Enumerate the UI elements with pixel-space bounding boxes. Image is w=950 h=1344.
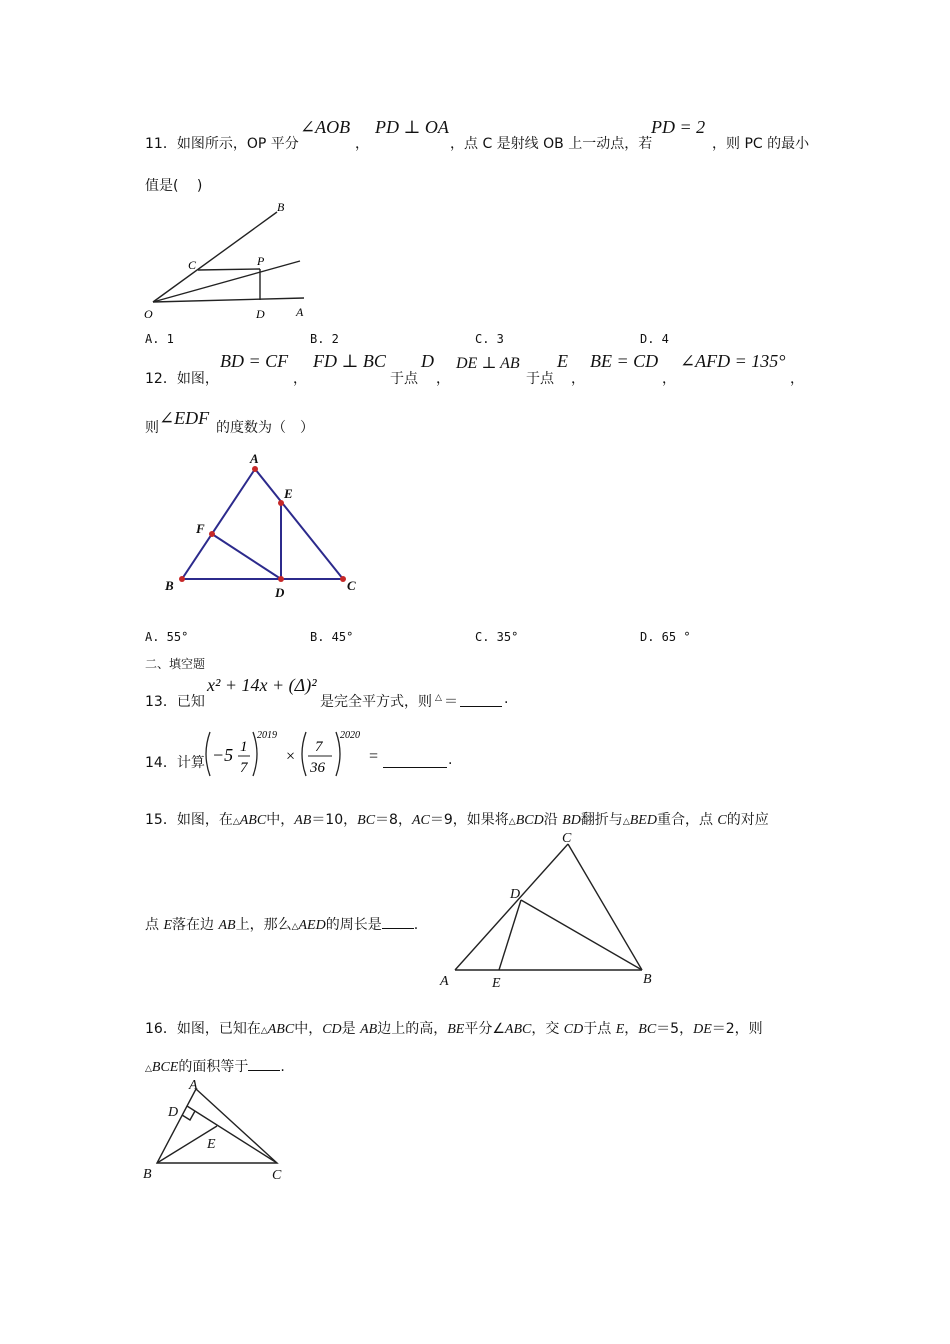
label-a: A [440, 974, 449, 989]
q14-prefix: 14．计算 [145, 755, 205, 771]
label-e: E [284, 486, 293, 501]
q16-seg: BCE [151, 1060, 179, 1075]
q13-prefix: 13．已知 [145, 694, 205, 710]
segment-cp [198, 269, 260, 270]
q11-option-d[interactable]: D. 4 [640, 332, 669, 346]
q15-end: . [413, 917, 419, 933]
q15-seg: 沿 [543, 812, 563, 828]
q14-exp2: 2020 [340, 730, 360, 741]
q11-line2: 值是( ) [145, 178, 203, 194]
q11-suffix: ，则 PC 的最小 [712, 136, 810, 152]
label-d: D [510, 887, 521, 902]
q16-seg: 于点 [583, 1021, 616, 1037]
q15-line2 [145, 914, 418, 934]
q15-seg: △ [508, 817, 516, 827]
label-b: B [165, 578, 174, 593]
q11-math-pd-perp-oa: PD ⊥ OA [375, 117, 449, 137]
q12-yu1: 于点 [390, 371, 418, 387]
segment-cb [568, 844, 642, 970]
q14-end: . [448, 752, 453, 768]
triangle-abc [182, 469, 343, 579]
q16-seg: E [615, 1022, 625, 1037]
q11-option-a[interactable]: A. 1 [145, 332, 174, 346]
q15-seg: 落在边 [172, 917, 219, 933]
q15-seg: ＝9，如果将 [429, 812, 509, 828]
q15-figure [435, 828, 665, 993]
q16-seg: 边上的高， [377, 1021, 448, 1037]
paren-left-1 [206, 732, 210, 776]
q15-seg: BCD [515, 813, 544, 828]
q16-seg: ，交 [531, 1021, 564, 1037]
q15-seg: AB [294, 813, 312, 828]
q15-seg: △ [232, 817, 240, 827]
q12-option-d[interactable]: D. 65 ° [640, 630, 691, 644]
q16-seg: ABC [267, 1022, 295, 1037]
q16-seg: ＝2，则 [711, 1021, 763, 1037]
q15-seg: 的周长是 [325, 917, 382, 933]
q12-line2-suffix: 的度数为（ ） [216, 420, 314, 436]
q14-num2: 7 [315, 739, 323, 755]
label-p: P [257, 254, 265, 268]
q13-suffix: 是完全平方式，则 [320, 694, 432, 710]
q16-line1 [145, 1018, 763, 1038]
q12-sep2: ， [436, 371, 450, 387]
q15-seg: 中， [266, 812, 295, 828]
label-e: E [207, 1137, 216, 1152]
q11-math-pd-eq-2: PD = 2 [651, 117, 706, 137]
q15-seg: 点 [145, 917, 164, 933]
segment-db [521, 900, 642, 970]
q15-line1 [145, 809, 769, 829]
q16-seg: CD [322, 1022, 342, 1037]
label-b: B [143, 1167, 152, 1182]
q11-prefix: 11．如图所示，OP 平分 [145, 136, 299, 152]
segment-cd [187, 1106, 277, 1163]
segment-fd [212, 534, 281, 579]
q16-seg: DE [693, 1022, 712, 1037]
q16-line2 [145, 1056, 285, 1076]
q12-math-bd-eq-cf: BD = CF [220, 351, 289, 371]
q12-prefix: 12．如图， [145, 371, 219, 387]
q14-expression [200, 724, 379, 784]
q15-seg: AED [298, 918, 326, 933]
q14-times: × [285, 748, 296, 765]
label-f: F [196, 521, 205, 536]
q15-answer-blank[interactable] [382, 916, 414, 929]
q15-seg: ABC [239, 813, 267, 828]
q11-figure [140, 198, 320, 326]
label-a: A [296, 305, 304, 319]
q12-sep5: ， [790, 371, 804, 387]
q15-seg: △ [291, 922, 299, 932]
q15-seg: △ [622, 817, 630, 827]
q15-seg: C [717, 813, 727, 828]
q15-seg: 重合，点 [656, 812, 718, 828]
q11-option-c[interactable]: C. 3 [475, 332, 504, 346]
q15-seg: BC [357, 813, 376, 828]
q16-seg: ABC [504, 1022, 532, 1037]
q11-math-angle-aob: ∠AOB [300, 117, 351, 137]
q16-seg: ＝5， [656, 1021, 694, 1037]
q15-seg: AC [411, 813, 430, 828]
label-a: A [250, 451, 259, 466]
point-f [209, 531, 215, 537]
q16-end: . [280, 1059, 285, 1075]
segment-ac [455, 844, 568, 970]
label-a: A [189, 1078, 198, 1093]
q12-math-e: E [557, 351, 568, 371]
ray-op [153, 261, 300, 302]
q15-seg: 翻折与 [580, 812, 623, 828]
q12-math-angle-edf: ∠EDF [159, 408, 210, 428]
q12-sep1: ， [293, 371, 307, 387]
q13-eq: ＝ [444, 694, 458, 710]
q11-sep: ， [355, 136, 369, 152]
q15-seg: 15．如图，在 [145, 812, 233, 828]
q16-seg: 中， [294, 1021, 323, 1037]
point-d [278, 576, 284, 582]
point-b [179, 576, 185, 582]
q16-answer-blank[interactable] [248, 1058, 280, 1071]
q12-figure [160, 445, 370, 605]
q12-math-angle-afd: ∠AFD = 135° [680, 351, 786, 371]
q15-seg: 上，那么 [235, 917, 292, 933]
paren-left-2 [302, 732, 306, 776]
q16-seg: BC [638, 1022, 657, 1037]
q16-seg: BE [447, 1022, 465, 1037]
q16-seg: 的面积等于 [178, 1059, 249, 1075]
q15-seg: BED [629, 813, 657, 828]
label-c: C [272, 1168, 282, 1183]
q15-seg: ＝10， [311, 812, 358, 828]
label-o: O [144, 307, 153, 321]
q16-seg: △ [145, 1064, 152, 1074]
q13-triangle: △ [435, 693, 442, 703]
q14-int: −5 [212, 745, 234, 765]
q16-seg: △ [260, 1026, 268, 1036]
q12-yu2: 于点 [526, 371, 554, 387]
q15-seg: 的对应 [726, 812, 769, 828]
q12-line2-prefix: 则 [145, 420, 159, 436]
label-c: C [347, 578, 356, 593]
q16-seg: CD [563, 1022, 584, 1037]
q16-seg: 是 [341, 1021, 361, 1037]
q15-seg: BD [562, 813, 581, 828]
segment-de [499, 900, 521, 970]
q16-seg: 16．如图，已知在 [145, 1021, 261, 1037]
q12-option-b[interactable]: B. 45° [310, 630, 354, 644]
q14-num1: 1 [240, 739, 248, 755]
q14-answer-blank[interactable] [383, 755, 447, 768]
q13-answer-blank[interactable] [460, 694, 502, 707]
q16-seg: 平分∠ [464, 1021, 505, 1037]
q11-mid: ，点 C 是射线 OB 上一动点，若 [450, 136, 653, 152]
q14-den2: 36 [310, 760, 325, 776]
label-c: C [188, 258, 197, 272]
label-e: E [492, 976, 501, 991]
point-c [340, 576, 346, 582]
q12-option-c[interactable]: C. 35° [475, 630, 519, 644]
label-d: D [275, 585, 285, 600]
q12-math-de-perp-ab: DE ⊥ AB [456, 355, 520, 372]
q14-den1: 7 [240, 760, 248, 776]
label-d: D [256, 307, 265, 321]
q11-option-b[interactable]: B. 2 [310, 332, 339, 346]
q14-exp1: 2019 [257, 730, 277, 741]
q12-math-be-eq-cd: BE = CD [590, 351, 659, 371]
point-a [252, 466, 258, 472]
q13-math-expression: x² + 14x + (Δ)² [207, 675, 317, 695]
ray-oa [153, 298, 304, 302]
q12-sep4: ， [662, 371, 676, 387]
label-c: C [562, 831, 572, 846]
q13-end: . [504, 691, 509, 707]
q12-math-fd-perp-bc: FD ⊥ BC [313, 351, 386, 371]
q15-seg: AB [218, 918, 236, 933]
q12-option-a[interactable]: A. 55° [145, 630, 189, 644]
section-title-fill-in: 二、填空题 [145, 657, 206, 671]
q12-math-d: D [421, 351, 434, 371]
q14-eq: = [368, 748, 379, 765]
q16-seg: AB [360, 1022, 378, 1037]
q15-seg: ＝8， [375, 812, 412, 828]
label-b: B [277, 200, 285, 214]
q12-sep3: ， [571, 371, 585, 387]
q16-figure [140, 1075, 300, 1185]
q16-seg: ， [624, 1021, 639, 1037]
q15-seg: E [163, 918, 173, 933]
label-b: B [643, 972, 652, 987]
label-d: D [168, 1105, 179, 1120]
